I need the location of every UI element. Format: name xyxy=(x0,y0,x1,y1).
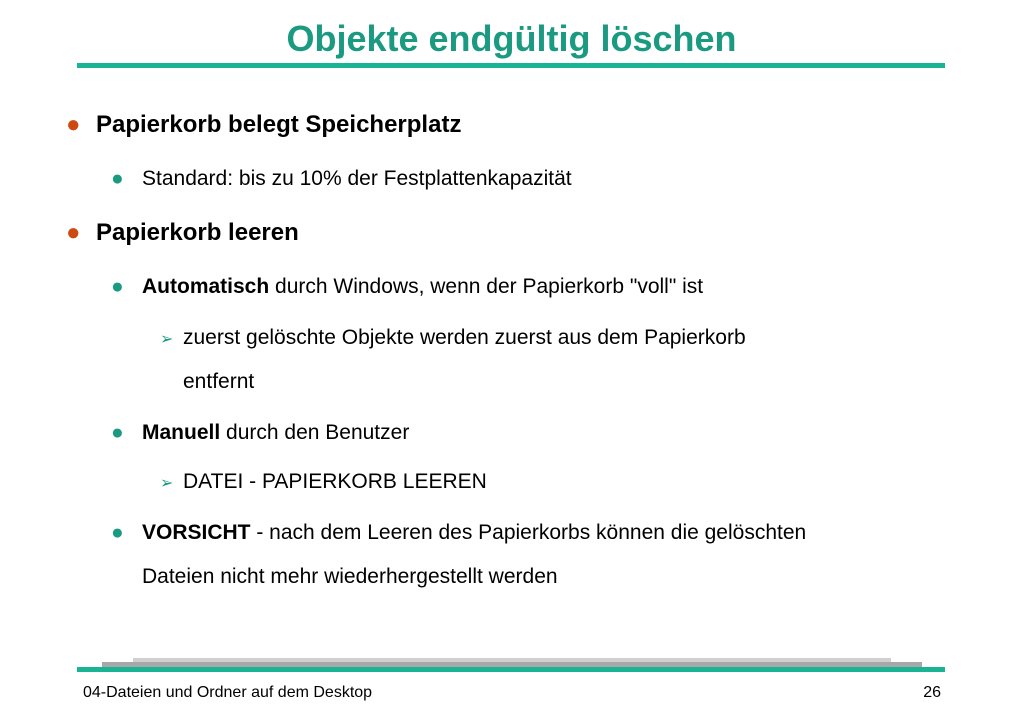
round-bullet-icon: ● xyxy=(66,219,81,246)
round-bullet-icon: ● xyxy=(111,421,124,444)
footer-caption: 04-Dateien und Ordner auf dem Desktop xyxy=(83,684,373,701)
round-bullet-icon: ● xyxy=(111,275,124,298)
bullet-bold-text: VORSICHT xyxy=(142,521,251,544)
bullet-level1 xyxy=(66,219,299,247)
bullet-bold-text: Manuell xyxy=(142,421,221,444)
bullet-text: Standard: bis zu 10% der Festplattenkapazität xyxy=(142,167,572,190)
bullet-text: durch Windows, wenn der Papierkorb "voll" ist xyxy=(269,275,704,298)
bullet-level2 xyxy=(111,275,703,299)
bullet-text: Papierkorb leeren xyxy=(96,219,299,246)
bullet-continuation: Dateien nicht mehr wiederhergestellt werden xyxy=(142,565,558,588)
bullet-level3 xyxy=(160,326,746,350)
bullet-text: Papierkorb belegt Speicherplatz xyxy=(96,111,462,138)
round-bullet-icon: ● xyxy=(111,521,124,544)
bullet-level2 xyxy=(111,421,409,445)
round-bullet-icon: ● xyxy=(111,167,124,190)
footer-rule-accent xyxy=(77,667,945,672)
arrow-bullet-icon: ➢ xyxy=(160,331,174,348)
bullet-continuation: entfernt xyxy=(183,370,255,393)
title-divider xyxy=(77,63,945,68)
bullet-level2 xyxy=(111,521,806,545)
bullet-text: durch den Benutzer xyxy=(220,421,410,444)
round-bullet-icon: ● xyxy=(66,111,81,138)
page-number: 26 xyxy=(923,684,941,701)
bullet-level2 xyxy=(111,167,572,191)
bullet-level1 xyxy=(66,111,461,139)
slide-title: Objekte endgültig löschen xyxy=(286,18,737,59)
bullet-text: zuerst gelöschte Objekte werden zuerst aus dem Papierkorb xyxy=(183,326,746,349)
arrow-bullet-icon: ➢ xyxy=(160,475,174,492)
bullet-text: DATEI - PAPIERKORB LEEREN xyxy=(183,470,487,493)
bullet-level3 xyxy=(160,470,487,494)
bullet-bold-text: Automatisch xyxy=(142,275,270,298)
bullet-text: - nach dem Leeren des Papierkorbs können die gelöschten xyxy=(250,521,807,544)
